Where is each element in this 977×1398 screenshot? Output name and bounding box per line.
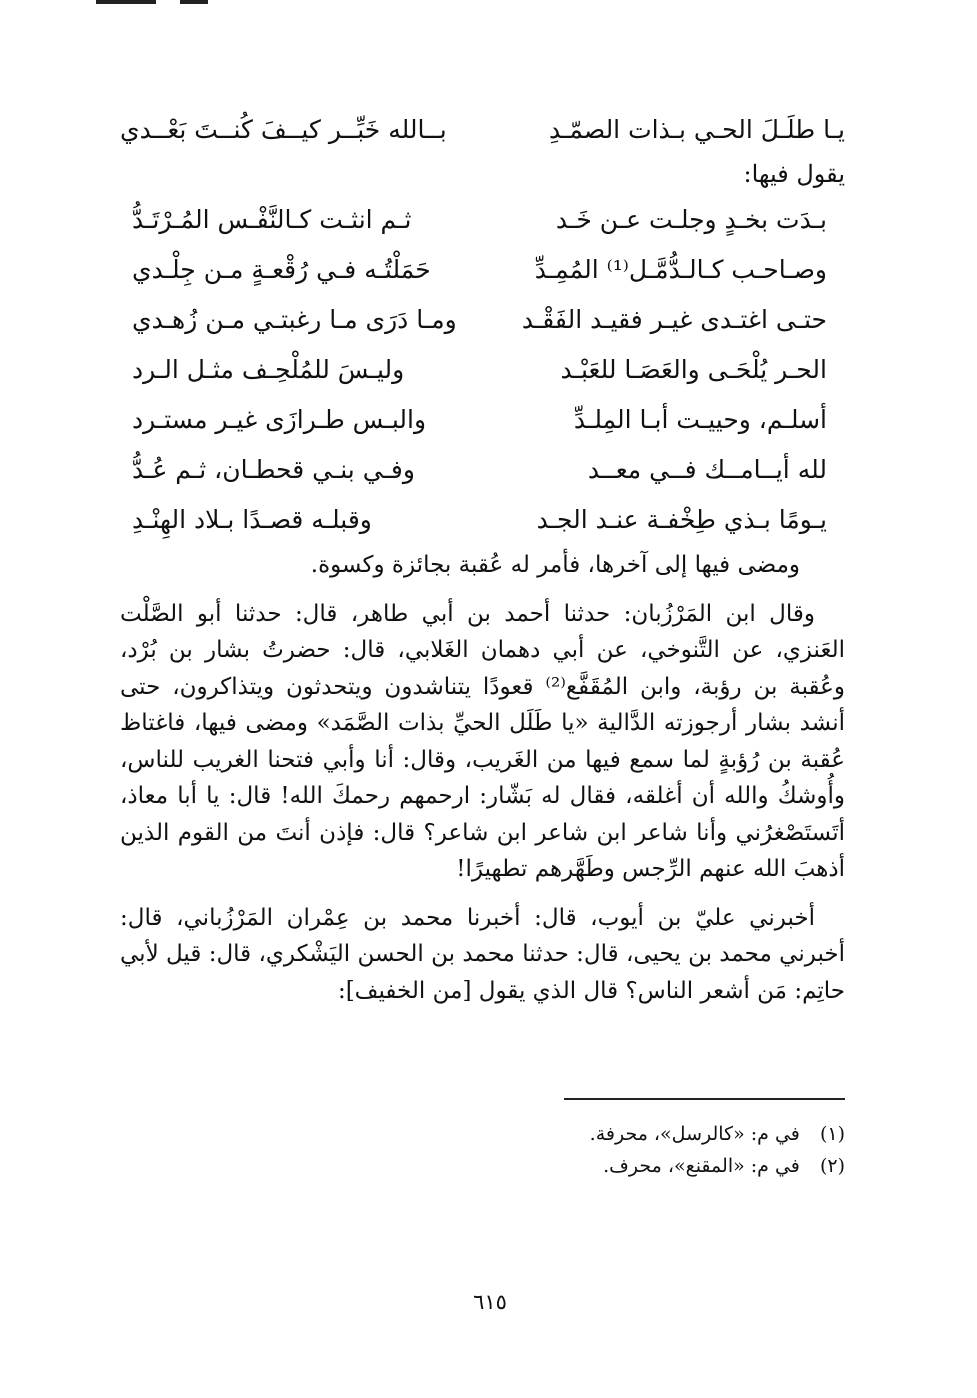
poem-verse (132, 345, 827, 395)
hemistich-left: حَمَلْتُـه فـي رُقْعـةٍ مـن جِلْـدي (132, 255, 431, 284)
footnote-number: (٢) (819, 1155, 845, 1177)
footnotes (420, 1118, 845, 1182)
hemistich-left: وليـسَ للمُلْحِـف مثـل الـرد (132, 355, 405, 384)
hemistich-right: لله أيــامــك فــي معــد (587, 455, 827, 484)
header-rule (180, 0, 208, 4)
footnote-number: (١) (819, 1123, 845, 1145)
page-number: ٦١٥ (473, 1290, 507, 1314)
hemistich-right: يـا طلَـلَ الحـي بـذات الصمّـدِ (548, 115, 845, 144)
hemistich-left: ثـم انثـت كـالنَّفْـس المُـرْتَـدُّ (132, 205, 412, 234)
paragraph-gap (120, 584, 845, 596)
hemistich-left: ومـا دَرَى مـا رغبتـي مـن زُهـدي (132, 305, 457, 334)
poem-verse (132, 395, 827, 445)
poem-verse (132, 295, 827, 345)
hemistich-right: الحـر يُلْحَـى والعَصَـا للعَبْـد (560, 355, 827, 384)
hemistich-right: بـدَت بخـدٍ وجلـت عـن خَـد (555, 205, 827, 234)
hemistich-left: بــالله خَبِّــر كيــفَ كُنــتَ بَعْــدي (120, 115, 447, 144)
poem (120, 195, 845, 545)
header-rule (96, 0, 156, 4)
footnote (420, 1118, 845, 1150)
paragraph: وقال ابن المَرْزُبان: حدثنا أحمد بن أبي طاهر، قال: حدثنا أبو الصَّلْت العَنزي، عن التَّنوخي، عن أبي دهمان الغَلابي، قال: حضرتُ بشار بن بُرْد، وعُقبة بن رؤبة، وابن المُقَفَّع⁽²⁾ قعودًا يتناشدون ويتحدثون ويتذاكرون، حتى أنشد بشار أرجوزته الدَّالية «يا طَلَل الحيِّ بذات الصَّمَد» ومضى فيها، فاغتاظ عُقبة بن رُؤبةٍ لما سمع فيها من الغَريب، وقال: أنا وأبي فتحنا الغريب للناس، وأُوشكُ والله أن أغلقه، فقال له بَشّار: ارحمهم رحمكَ الله! قال: يا أبا معاذ، أتَستَصْغرُني وأنا شاعر ابن شاعر ابن شاعر؟ قال: فإذن أنتَ من القوم الذين أذهبَ الله عنهم الرِّجس وطَهَّرهم تطهيرًا! (120, 600, 845, 882)
paragraph: ومضى فيها إلى آخرها، فأمر له عُقبة بجائزة وكسوة. (310, 552, 800, 578)
footnote-rule (564, 1098, 845, 1100)
poem-intro: يقول فيها: (743, 160, 845, 188)
paragraph: أخبرني عليّ بن أيوب، قال: أخبرنا محمد بن عِمْران المَرْزُباني، قال: أخبرني محمد بن يحيى، قال: حدثنا محمد بن الحسن اليَشْكري، قال: قيل لأبي حاتِم: مَن أشعر الناس؟ قال الذي يقول [من الخفيف]: (120, 904, 845, 1004)
paragraph-gap (120, 888, 845, 900)
page-content (120, 105, 845, 1009)
hemistich-right: يـومًا بـذي طِخْفـة عنـد الجـد (536, 505, 827, 534)
hemistich-left: والبـس طـرازَى غيـر مستـرد (132, 405, 427, 434)
poem-verse (132, 495, 827, 545)
footnote (420, 1150, 845, 1182)
poem-verse (132, 445, 827, 495)
footnote-text: في م: «كالرسل»، محرفة. (589, 1123, 800, 1145)
poem-verse (132, 245, 827, 295)
footnote-text: في م: «المقنع»، محرف. (603, 1155, 800, 1177)
hemistich-right: وصـاحـب كـالـدُّمَّـل⁽¹⁾ المُمِـدِّ (534, 255, 827, 284)
hemistich-left: وقبلـه قصـدًا بـلاد الهِنْـدِ (132, 505, 372, 534)
hemistich-right: حتـى اغتـدى غيـر فقيـد الفَقْـد (521, 305, 827, 334)
hemistich-left: وفـي بنـي قحطـان، ثـم عُـدُّ (132, 455, 415, 484)
top-verse (120, 105, 845, 155)
poem-verse (132, 195, 827, 245)
hemistich-right: أسلـم، وحييـت أبـا المِلـدِّ (573, 405, 827, 434)
